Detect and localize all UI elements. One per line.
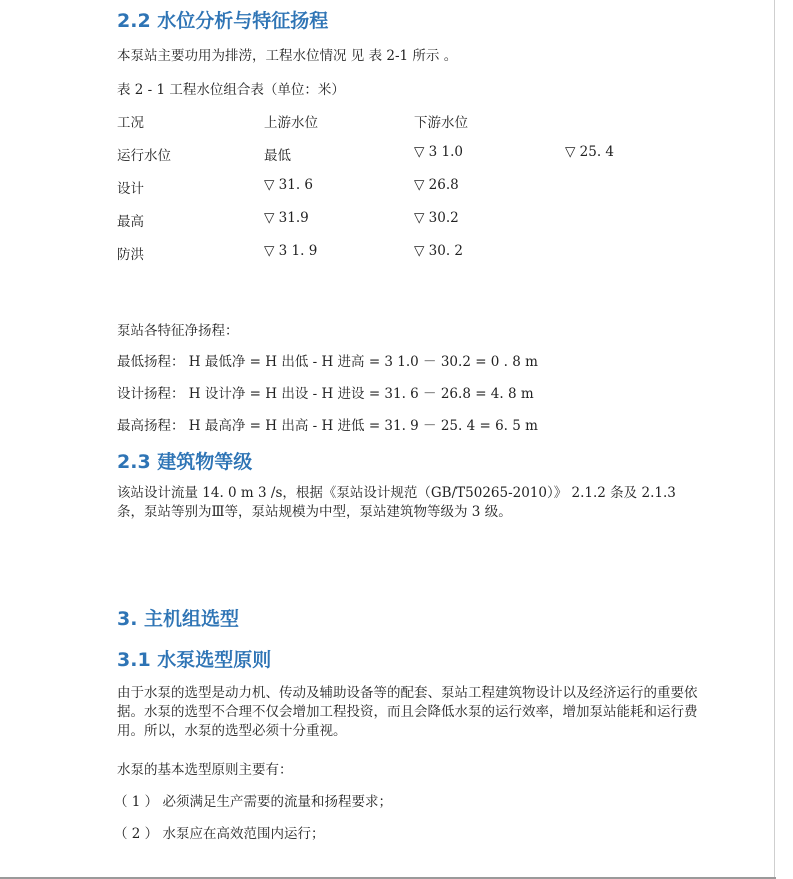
heads-title: 泵站各特征净扬程： bbox=[117, 323, 239, 339]
section-2-2-intro: 本泵站主要功用为排涝，工程水位情况 见 表 2-1 所示 。 bbox=[117, 48, 458, 64]
table-cell: ▽ 30. 2 bbox=[414, 243, 464, 259]
table-cell: 设计 bbox=[117, 181, 144, 197]
table-header-cell: 下游水位 bbox=[414, 115, 468, 131]
head-formula-highest: 最高扬程： H 最高净 = H 出高 - H 进低 = 31. 9 － 25. 4 = 6. 5 m bbox=[117, 418, 538, 434]
section-3-1-heading: 3.1 水泵选型原则 bbox=[117, 649, 272, 671]
head-formula-design: 设计扬程： H 设计净 = H 出设 - H 进设 = 31. 6 － 26.8 = 4. 8 m bbox=[117, 386, 534, 402]
chapter-3-heading: 3. 主机组选型 bbox=[117, 608, 240, 630]
head-formula-lowest: 最低扬程： H 最低净 = H 出低 - H 进高 = 3 1.0 － 30.2 = 0 . 8 m bbox=[117, 354, 538, 370]
table-header-cell: 上游水位 bbox=[264, 115, 318, 131]
table-cell: 防洪 bbox=[117, 247, 144, 263]
table-header-cell: 工况 bbox=[117, 115, 144, 131]
table-cell: 最高 bbox=[117, 214, 144, 230]
table-cell: ▽ 3 1.0 bbox=[414, 144, 464, 160]
table-cell: ▽ 30.2 bbox=[414, 210, 459, 226]
section-2-2-heading: 2.2 水位分析与特征扬程 bbox=[117, 10, 329, 32]
table-cell: 运行水位 bbox=[117, 148, 171, 164]
page-edge-right bbox=[774, 0, 775, 879]
table-cell: 最低 bbox=[264, 148, 291, 164]
principle-item: （ 2 ） 水泵应在高效范围内运行； bbox=[114, 826, 325, 842]
section-2-3-heading: 2.3 建筑物等级 bbox=[117, 451, 253, 473]
table-cell: ▽ 26.8 bbox=[414, 177, 459, 193]
table-cell: ▽ 25. 4 bbox=[565, 144, 615, 160]
table-cell: ▽ 3 1. 9 bbox=[264, 243, 318, 259]
table-cell: ▽ 31.9 bbox=[264, 210, 309, 226]
table-caption: 表 2 - 1 工程水位组合表（单位：米） bbox=[117, 82, 345, 98]
section-3-1-body: 由于水泵的选型是动力机、传动及辅助设备等的配套、泵站工程建筑物设计以及经济运行的重要依据。水泵的选型不合理不仅会增加工程投资，而且会降低水泵的运行效率，增加泵站能耗和运行费用。所以，水泵的选型必须十分重视。 bbox=[117, 685, 698, 739]
section-2-3-body: 该站设计流量 14. 0 m 3 /s，根据《泵站设计规范（GB/T50265-2010）》 2.1.2 条及 2.1.3 条，泵站等别为Ⅲ等，泵站规模为中型，泵站建筑物等级为 3 级。 bbox=[117, 485, 676, 520]
principle-item: （ 1 ） 必须满足生产需要的流量和扬程要求； bbox=[114, 794, 392, 810]
principles-title: 水泵的基本选型原则主要有： bbox=[117, 762, 293, 778]
table-cell: ▽ 31. 6 bbox=[264, 177, 314, 193]
